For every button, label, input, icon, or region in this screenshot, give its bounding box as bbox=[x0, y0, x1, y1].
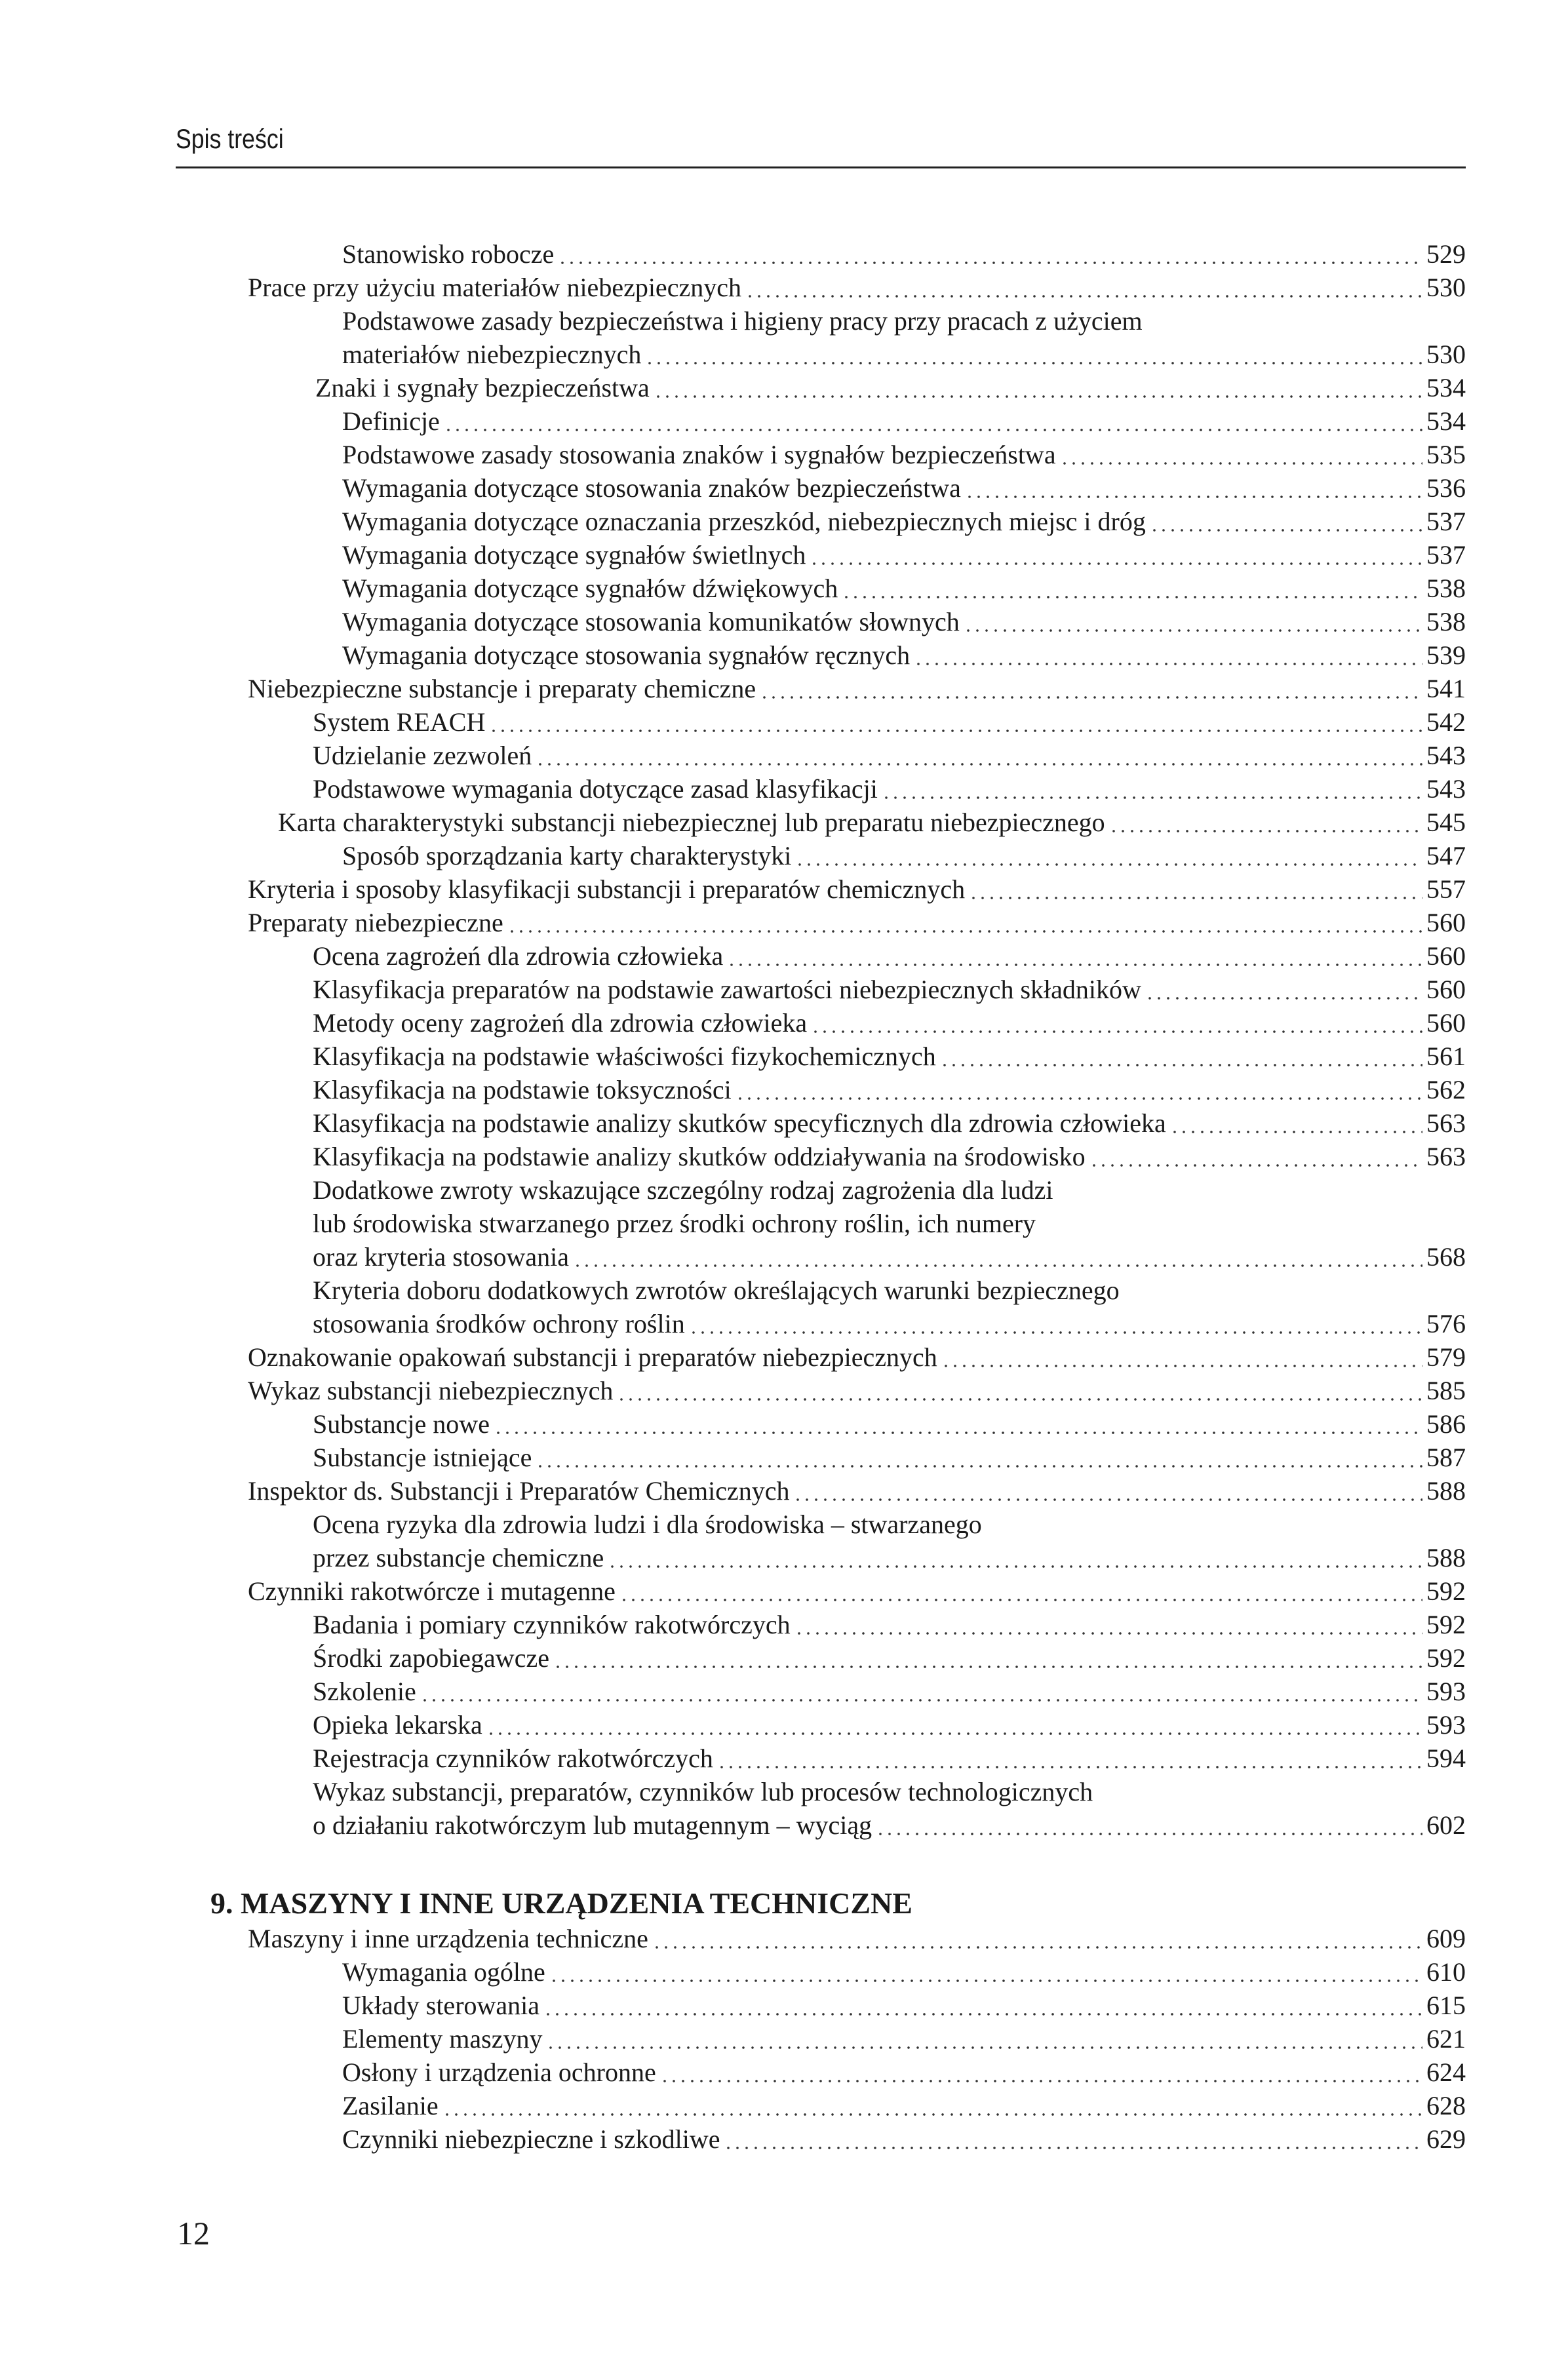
toc-entry-page: 542 bbox=[1426, 707, 1466, 737]
toc-entry[interactable] bbox=[0, 839, 1568, 872]
toc-entry-page: 586 bbox=[1426, 1409, 1466, 1439]
toc-entry-title: Udzielanie zezwoleń bbox=[313, 741, 532, 770]
toc-entry-title: Elementy maszyny bbox=[342, 2024, 543, 2054]
toc-entry[interactable] bbox=[0, 1040, 1568, 1073]
dot-leader bbox=[573, 1240, 1422, 1274]
toc-entry[interactable] bbox=[0, 572, 1568, 605]
toc-entry-title: Sposób sporządzania karty charakterystyki bbox=[342, 841, 792, 870]
toc-entry-page: 593 bbox=[1426, 1710, 1466, 1740]
toc-entry[interactable] bbox=[0, 438, 1568, 471]
dot-leader bbox=[969, 872, 1422, 906]
dot-leader bbox=[760, 672, 1422, 705]
toc-entry-title: Metody oceny zagrożeń dla zdrowia człowieka bbox=[313, 1008, 808, 1038]
toc-entry-title: oraz kryteria stosowania bbox=[313, 1242, 569, 1272]
toc-entry-page: 587 bbox=[1426, 1443, 1466, 1472]
toc-entry-page: 628 bbox=[1426, 2091, 1466, 2120]
toc-entry-title: Dodatkowe zwroty wskazujące szczególny rodzaj zagrożenia dla ludzi bbox=[313, 1175, 1053, 1205]
toc-entry[interactable] bbox=[0, 1073, 1568, 1106]
toc-entry-title: Ocena zagrożeń dla zdrowia człowieka bbox=[313, 941, 724, 971]
toc-entry[interactable] bbox=[0, 505, 1568, 538]
toc-entry[interactable] bbox=[0, 1641, 1568, 1675]
dot-leader bbox=[645, 338, 1422, 371]
toc-entry-title: Klasyfikacja na podstawie analizy skutków oddziaływania na środowisko bbox=[313, 1142, 1086, 1171]
toc-entry-title: Czynniki niebezpieczne i szkodliwe bbox=[342, 2124, 720, 2154]
toc-entry-title: Wymagania dotyczące oznaczania przeszkód, niebezpiecznych miejsc i dróg bbox=[342, 507, 1146, 536]
toc-entry-page: 560 bbox=[1426, 941, 1466, 971]
toc-entry-page: 602 bbox=[1426, 1810, 1466, 1840]
toc-entry[interactable] bbox=[0, 705, 1568, 739]
toc-entry-title: Wymagania dotyczące sygnałów świetlnych bbox=[342, 540, 806, 570]
dot-leader bbox=[549, 1955, 1422, 1989]
toc-entry[interactable] bbox=[0, 1374, 1568, 1407]
table-of-contents bbox=[0, 237, 1568, 2156]
toc-entry-title: Osłony i urządzenia ochronne bbox=[342, 2057, 656, 2087]
toc-entry[interactable] bbox=[0, 1340, 1568, 1374]
dot-leader bbox=[494, 1407, 1422, 1441]
toc-entry[interactable] bbox=[0, 638, 1568, 672]
toc-entry-page: 529 bbox=[1426, 239, 1466, 269]
toc-entry[interactable] bbox=[0, 1407, 1568, 1441]
toc-section-8-continued bbox=[0, 237, 1568, 1842]
toc-entry-title: Maszyny i inne urządzenia techniczne bbox=[248, 1924, 648, 1953]
toc-entry-title: Znaki i sygnały bezpieczeństwa bbox=[315, 373, 650, 402]
dot-leader bbox=[940, 1040, 1422, 1073]
dot-leader bbox=[1170, 1106, 1422, 1140]
toc-entry-title: o działaniu rakotwórczym lub mutagennym – wyciąg bbox=[313, 1810, 872, 1840]
toc-entry[interactable] bbox=[0, 906, 1568, 939]
dot-leader bbox=[842, 572, 1422, 605]
header-rule bbox=[176, 166, 1466, 168]
toc-entry[interactable] bbox=[0, 471, 1568, 505]
toc-entry-title: Klasyfikacja na podstawie toksyczności bbox=[313, 1075, 732, 1104]
dot-leader bbox=[489, 705, 1422, 739]
toc-entry[interactable] bbox=[0, 939, 1568, 973]
toc-entry-page: 615 bbox=[1426, 1991, 1466, 2020]
dot-leader bbox=[652, 1922, 1422, 1955]
toc-entry-page: 594 bbox=[1426, 1744, 1466, 1773]
toc-entry-page: 621 bbox=[1426, 2024, 1466, 2054]
toc-entry-title: Podstawowe zasady bezpieczeństwa i higieny pracy przy pracach z użyciem bbox=[342, 306, 1143, 336]
toc-entry-title: Czynniki rakotwórcze i mutagenne bbox=[248, 1576, 616, 1606]
dot-leader bbox=[941, 1340, 1422, 1374]
dot-leader bbox=[654, 371, 1422, 404]
dot-leader bbox=[794, 1608, 1422, 1641]
dot-leader bbox=[811, 1006, 1422, 1040]
toc-entry-title: Kryteria doboru dodatkowych zwrotów określających warunki bezpiecznego bbox=[313, 1276, 1120, 1305]
toc-entry-title: Wymagania ogólne bbox=[342, 1957, 545, 1987]
toc-entry[interactable] bbox=[0, 2122, 1568, 2156]
toc-entry-page: 543 bbox=[1426, 741, 1466, 770]
dot-leader bbox=[1109, 806, 1422, 839]
dot-leader bbox=[1089, 1140, 1422, 1173]
toc-entry-page: 576 bbox=[1426, 1309, 1466, 1338]
dot-leader bbox=[543, 1989, 1422, 2022]
dot-leader bbox=[608, 1541, 1422, 1574]
dot-leader bbox=[793, 1474, 1422, 1508]
toc-entry-page: 588 bbox=[1426, 1476, 1466, 1506]
toc-entry[interactable] bbox=[0, 739, 1568, 772]
dot-leader bbox=[1060, 438, 1422, 471]
dot-leader bbox=[717, 1742, 1422, 1775]
toc-entry-page: 579 bbox=[1426, 1342, 1466, 1372]
dot-leader bbox=[486, 1708, 1422, 1742]
toc-entry[interactable] bbox=[0, 1006, 1568, 1040]
toc-entry[interactable] bbox=[0, 1274, 1568, 1340]
toc-entry-title: Wymagania dotyczące stosowania znaków bezpieczeństwa bbox=[342, 473, 961, 503]
toc-entry-title: Karta charakterystyki substancji niebezpiecznej lub preparatu niebezpiecznego bbox=[278, 808, 1105, 837]
toc-entry-title: Wymagania dotyczące stosowania sygnałów ręcznych bbox=[342, 640, 911, 670]
toc-entry-page: 539 bbox=[1426, 640, 1466, 670]
toc-entry[interactable] bbox=[0, 1106, 1568, 1140]
toc-entry[interactable] bbox=[0, 1742, 1568, 1775]
toc-entry[interactable] bbox=[0, 973, 1568, 1006]
toc-entry-page: 543 bbox=[1426, 774, 1466, 804]
toc-entry-page: 560 bbox=[1426, 908, 1466, 937]
toc-entry-title: stosowania środków ochrony roślin bbox=[313, 1309, 685, 1338]
toc-entry-title: Środki zapobiegawcze bbox=[313, 1643, 549, 1673]
toc-entry-page: 537 bbox=[1426, 540, 1466, 570]
toc-entry-title: Oznakowanie opakowań substancji i preparatów niebezpiecznych bbox=[248, 1342, 937, 1372]
toc-entry-title: Podstawowe wymagania dotyczące zasad klasyfikacji bbox=[313, 774, 878, 804]
toc-entry-page: 535 bbox=[1426, 440, 1466, 469]
toc-entry-title: przez substancje chemiczne bbox=[313, 1543, 604, 1572]
dot-leader bbox=[420, 1675, 1422, 1708]
toc-entry-page: 568 bbox=[1426, 1242, 1466, 1272]
toc-entry[interactable] bbox=[0, 271, 1568, 304]
dot-leader bbox=[810, 538, 1422, 572]
toc-entry-title: Klasyfikacja preparatów na podstawie zawartości niebezpiecznych składników bbox=[313, 975, 1141, 1004]
dot-leader bbox=[964, 605, 1422, 638]
dot-leader bbox=[795, 839, 1422, 872]
toc-entry-title: Substancje nowe bbox=[313, 1409, 490, 1439]
dot-leader bbox=[1150, 505, 1422, 538]
dot-leader bbox=[617, 1374, 1422, 1407]
toc-entry-title: Wykaz substancji, preparatów, czynników lub procesów technologicznych bbox=[313, 1777, 1093, 1806]
dot-leader bbox=[745, 271, 1422, 304]
toc-entry-page: 545 bbox=[1426, 808, 1466, 837]
toc-entry[interactable] bbox=[0, 304, 1568, 371]
toc-entry-page: 629 bbox=[1426, 2124, 1466, 2154]
toc-entry[interactable] bbox=[0, 1955, 1568, 1989]
dot-leader bbox=[1145, 973, 1422, 1006]
toc-entry-title: Kryteria i sposoby klasyfikacji substancji i preparatów chemicznych bbox=[248, 874, 966, 904]
dot-leader bbox=[689, 1307, 1422, 1340]
dot-leader bbox=[536, 739, 1422, 772]
toc-entry[interactable] bbox=[0, 1140, 1568, 1173]
dot-leader bbox=[735, 1073, 1422, 1106]
toc-entry[interactable] bbox=[0, 1675, 1568, 1708]
dot-leader bbox=[507, 906, 1422, 939]
toc-entry[interactable] bbox=[0, 872, 1568, 906]
toc-entry-title: Stanowisko robocze bbox=[342, 239, 555, 269]
dot-leader bbox=[660, 2056, 1422, 2089]
toc-entry[interactable] bbox=[0, 2089, 1568, 2122]
toc-entry-title: Niebezpieczne substancje i preparaty chemiczne bbox=[248, 674, 756, 703]
toc-entry[interactable] bbox=[0, 237, 1568, 271]
dot-leader bbox=[536, 1441, 1422, 1474]
toc-entry-page: 537 bbox=[1426, 507, 1466, 536]
toc-entry[interactable] bbox=[0, 1608, 1568, 1641]
toc-entry[interactable] bbox=[0, 371, 1568, 404]
toc-entry-page: 593 bbox=[1426, 1677, 1466, 1706]
toc-entry-title: Rejestracja czynników rakotwórczych bbox=[313, 1744, 713, 1773]
toc-entry-page: 563 bbox=[1426, 1108, 1466, 1138]
toc-entry[interactable] bbox=[0, 806, 1568, 839]
toc-entry[interactable] bbox=[0, 2056, 1568, 2089]
toc-entry[interactable] bbox=[0, 1574, 1568, 1608]
toc-entry[interactable] bbox=[0, 1508, 1568, 1574]
toc-entry[interactable] bbox=[0, 1775, 1568, 1842]
toc-entry-title: Wymagania dotyczące stosowania komunikatów słownych bbox=[342, 607, 960, 636]
toc-entry-page: 592 bbox=[1426, 1643, 1466, 1673]
toc-entry-page: 541 bbox=[1426, 674, 1466, 703]
toc-entry[interactable] bbox=[0, 772, 1568, 806]
dot-leader bbox=[876, 1808, 1422, 1842]
toc-entry-title: Substancje istniejące bbox=[313, 1443, 532, 1472]
toc-entry-title: Inspektor ds. Substancji i Preparatów Chemicznych bbox=[248, 1476, 790, 1506]
toc-entry-title: Prace przy użyciu materiałów niebezpiecznych bbox=[248, 273, 741, 302]
dot-leader bbox=[619, 1574, 1422, 1608]
toc-entry-page: 585 bbox=[1426, 1376, 1466, 1405]
toc-entry-title: Badania i pomiary czynników rakotwórczych bbox=[313, 1610, 791, 1639]
toc-section-9 bbox=[0, 1922, 1568, 2156]
dot-leader bbox=[442, 2089, 1422, 2122]
toc-entry[interactable] bbox=[0, 1989, 1568, 2022]
toc-entry[interactable] bbox=[0, 404, 1568, 438]
toc-entry[interactable] bbox=[0, 672, 1568, 705]
toc-entry-page: 534 bbox=[1426, 373, 1466, 402]
toc-entry-page: 534 bbox=[1426, 406, 1466, 436]
toc-entry-page: 538 bbox=[1426, 574, 1466, 603]
toc-entry[interactable] bbox=[0, 1441, 1568, 1474]
dot-leader bbox=[546, 2022, 1422, 2056]
running-header: Spis treści bbox=[176, 123, 284, 154]
toc-entry-page: 547 bbox=[1426, 841, 1466, 870]
toc-entry-title: System REACH bbox=[313, 707, 486, 737]
toc-entry[interactable] bbox=[0, 605, 1568, 638]
toc-entry[interactable] bbox=[0, 1708, 1568, 1742]
toc-entry-page: 536 bbox=[1426, 473, 1466, 503]
toc-entry-title: lub środowiska stwarzanego przez środki ochrony roślin, ich numery bbox=[313, 1209, 1036, 1238]
toc-entry-page: 588 bbox=[1426, 1543, 1466, 1572]
toc-entry-page: 560 bbox=[1426, 975, 1466, 1004]
dot-leader bbox=[727, 939, 1422, 973]
toc-entry-page: 562 bbox=[1426, 1075, 1466, 1104]
toc-entry-title: Klasyfikacja na podstawie analizy skutków specyficznych dla zdrowia człowieka bbox=[313, 1108, 1166, 1138]
toc-entry-title: Podstawowe zasady stosowania znaków i sygnałów bezpieczeństwa bbox=[342, 440, 1056, 469]
toc-entry-page: 610 bbox=[1426, 1957, 1466, 1987]
toc-entry[interactable] bbox=[0, 538, 1568, 572]
section-heading: 9. MASZYNY I INNE URZĄDZENIA TECHNICZNE bbox=[210, 1886, 912, 1920]
dot-leader bbox=[965, 471, 1422, 505]
toc-entry-title: Klasyfikacja na podstawie właściwości fizykochemicznych bbox=[313, 1042, 936, 1071]
dot-leader bbox=[444, 404, 1422, 438]
toc-entry-title: Preparaty niebezpieczne bbox=[248, 908, 503, 937]
toc-entry-title: Opieka lekarska bbox=[313, 1710, 482, 1740]
toc-entry-title: Szkolenie bbox=[313, 1677, 416, 1706]
dot-leader bbox=[553, 1641, 1422, 1675]
toc-entry-title: Zasilanie bbox=[342, 2091, 439, 2120]
toc-entry[interactable] bbox=[0, 2022, 1568, 2056]
toc-entry-title: Wykaz substancji niebezpiecznych bbox=[248, 1376, 614, 1405]
dot-leader bbox=[724, 2122, 1422, 2156]
dot-leader bbox=[558, 237, 1422, 271]
toc-entry-page: 530 bbox=[1426, 340, 1466, 369]
toc-entry-page: 530 bbox=[1426, 273, 1466, 302]
toc-entry-page: 592 bbox=[1426, 1610, 1466, 1639]
toc-entry-title: Definicje bbox=[342, 406, 440, 436]
toc-entry-page: 563 bbox=[1426, 1142, 1466, 1171]
toc-entry-page: 557 bbox=[1426, 874, 1466, 904]
toc-entry-title: Układy sterowania bbox=[342, 1991, 540, 2020]
toc-entry-page: 609 bbox=[1426, 1924, 1466, 1953]
toc-entry-page: 561 bbox=[1426, 1042, 1466, 1071]
dot-leader bbox=[914, 638, 1422, 672]
toc-entry-title: Wymagania dotyczące sygnałów dźwiękowych bbox=[342, 574, 838, 603]
toc-entry-page: 592 bbox=[1426, 1576, 1466, 1606]
toc-entry[interactable] bbox=[0, 1474, 1568, 1508]
toc-entry[interactable] bbox=[0, 1922, 1568, 1955]
toc-entry-page: 560 bbox=[1426, 1008, 1466, 1038]
toc-entry[interactable] bbox=[0, 1173, 1568, 1274]
toc-entry-title: materiałów niebezpiecznych bbox=[342, 340, 642, 369]
dot-leader bbox=[882, 772, 1422, 806]
toc-entry-title: Ocena ryzyka dla zdrowia ludzi i dla środowiska – stwarzanego bbox=[313, 1510, 982, 1539]
page-number: 12 bbox=[177, 2215, 210, 2252]
toc-entry-page: 624 bbox=[1426, 2057, 1466, 2087]
toc-entry-page: 538 bbox=[1426, 607, 1466, 636]
